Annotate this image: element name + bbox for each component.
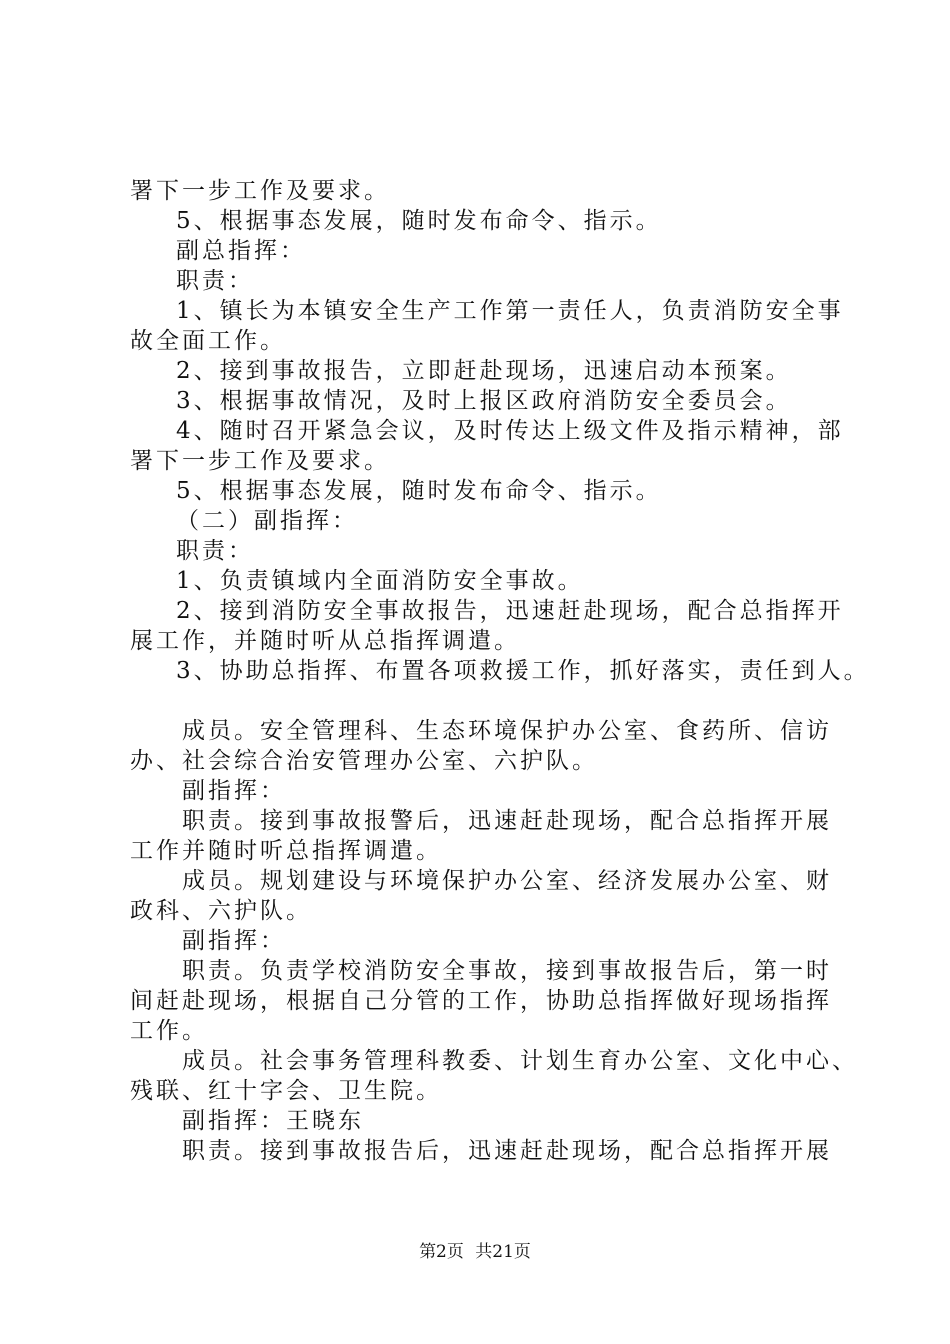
body-line: 职责：	[176, 268, 254, 294]
body-line: 成员。社会事务管理科教委、计划生育办公室、文化中心、	[182, 1048, 858, 1074]
body-line: 1、镇长为本镇安全生产工作第一责任人，负责消防安全事	[176, 298, 844, 324]
paragraph-gap	[130, 686, 850, 716]
page-number: 第2页	[419, 1242, 464, 1262]
body-line: 5、根据事态发展，随时发布命令、指示。	[176, 478, 662, 504]
body-line: 职责。负责学校消防安全事故，接到事故报告后，第一时	[182, 958, 832, 984]
body-line: 展工作，并随时听从总指挥调遣。	[130, 628, 520, 654]
body-line: 政科、六护队。	[130, 898, 312, 924]
body-line: 4、随时召开紧急会议，及时传达上级文件及指示精神，部	[176, 418, 844, 444]
body-line: 署下一步工作及要求。	[130, 178, 390, 204]
page-footer	[0, 1240, 950, 1264]
body-line: 副指挥：	[182, 778, 286, 804]
body-line: 职责：	[176, 538, 254, 564]
body-line: 副总指挥：	[176, 238, 306, 264]
body-line: 残联、红十字会、卫生院。	[130, 1078, 442, 1104]
page-total: 共21页	[475, 1242, 531, 1262]
body-line: （二）副指挥：	[176, 508, 358, 534]
body-line: 2、接到消防安全事故报告，迅速赶赴现场，配合总指挥开	[176, 598, 844, 624]
body-line: 工作。	[130, 1018, 208, 1044]
body-line: 职责。接到事故报告后，迅速赶赴现场，配合总指挥开展	[182, 1138, 832, 1164]
body-line: 3、根据事故情况，及时上报区政府消防安全委员会。	[176, 388, 792, 414]
body-line: 成员。安全管理科、生态环境保护办公室、食药所、信访	[182, 718, 832, 744]
body-line: 工作并随时听总指挥调遣。	[130, 838, 442, 864]
body-line: 2、接到事故报告，立即赶赴现场，迅速启动本预案。	[176, 358, 792, 384]
body-line: 副指挥：	[182, 928, 286, 954]
body-line: 副指挥：王晓东	[182, 1108, 364, 1134]
body-line: 成员。规划建设与环境保护办公室、经济发展办公室、财	[182, 868, 832, 894]
body-line: 5、根据事态发展，随时发布命令、指示。	[176, 208, 662, 234]
body-line: 3、协助总指挥、布置各项救援工作，抓好落实，责任到人。	[176, 658, 870, 684]
body-line: 故全面工作。	[130, 328, 286, 354]
body-line: 署下一步工作及要求。	[130, 448, 390, 474]
body-line: 1、负责镇域内全面消防安全事故。	[176, 568, 584, 594]
body-line: 职责。接到事故报警后，迅速赶赴现场，配合总指挥开展	[182, 808, 832, 834]
body-line: 间赶赴现场，根据自己分管的工作，协助总指挥做好现场指挥	[130, 988, 832, 1014]
document-body	[130, 176, 870, 1166]
body-line: 办、社会综合治安管理办公室、六护队。	[130, 748, 598, 774]
